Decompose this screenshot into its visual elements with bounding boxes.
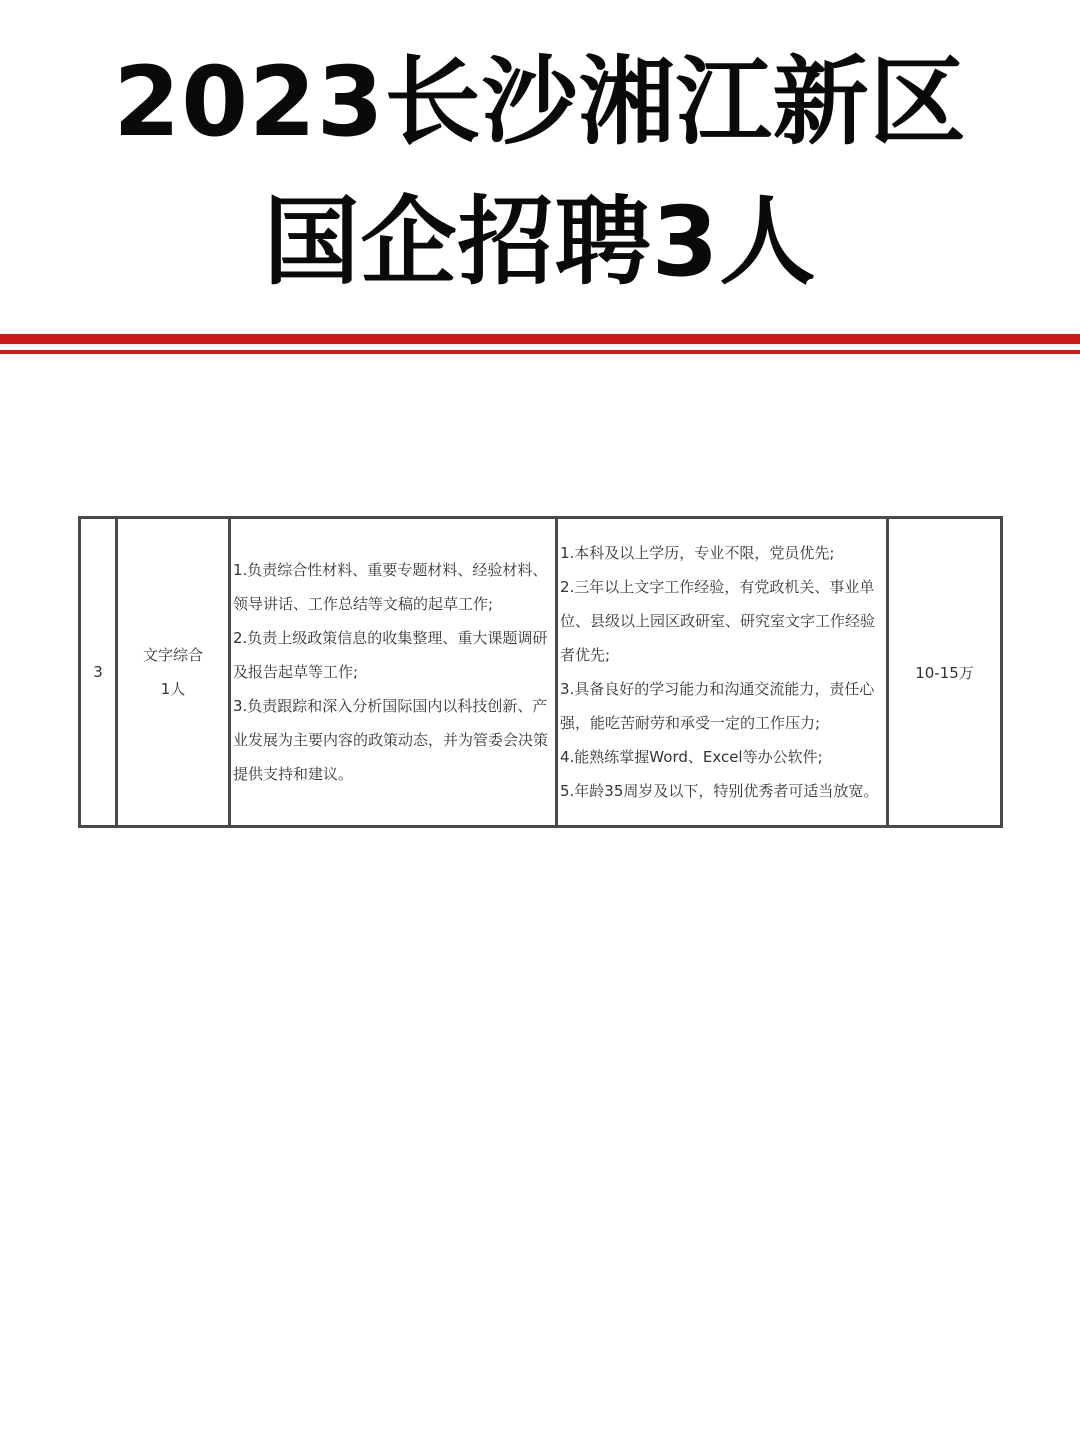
requirement-item: 5.年龄35周岁及以下，特别优秀者可适当放宽。	[560, 782, 879, 800]
duty-item: 2.负责上级政策信息的收集整理、重大课题调研及报告起草等工作;	[233, 629, 548, 681]
requirement-item: 4.能熟练掌握Word、Excel等办公软件;	[560, 748, 823, 766]
duty-item: 1.负责综合性材料、重要专题材料、经验材料、领导讲话、工作总结等文稿的起草工作;	[233, 561, 548, 613]
duty-item: 3.负责跟踪和深入分析国际国内以科技创新、产业发展为主要内容的政策动态，并为管委会决策提供支持和建议。	[233, 697, 549, 783]
red-divider-thick	[0, 334, 1080, 344]
row-number-cell: 3	[80, 518, 117, 827]
duties-cell	[230, 518, 557, 827]
position-name: 文字综合	[142, 646, 203, 664]
headcount: 1人	[160, 680, 186, 698]
page-title-line-1: 2023长沙湘江新区	[113, 46, 967, 158]
requirements-cell	[557, 518, 888, 827]
table-row	[80, 518, 1002, 827]
requirement-item: 1.本科及以上学历，专业不限，党员优先;	[560, 544, 835, 562]
page-title-line-2: 国企招聘3人	[263, 186, 817, 298]
position-cell	[117, 518, 230, 827]
requirement-item: 2.三年以上文字工作经验，有党政机关、事业单位、县级以上园区政研室、研究室文字工作经验者优先;	[560, 578, 876, 664]
red-divider-thin	[0, 350, 1080, 354]
salary-cell: 10-15万	[888, 518, 1002, 827]
requirement-item: 3.具备良好的学习能力和沟通交流能力，责任心强，能吃苦耐劳和承受一定的工作压力;	[560, 680, 875, 732]
job-table	[78, 516, 1003, 828]
